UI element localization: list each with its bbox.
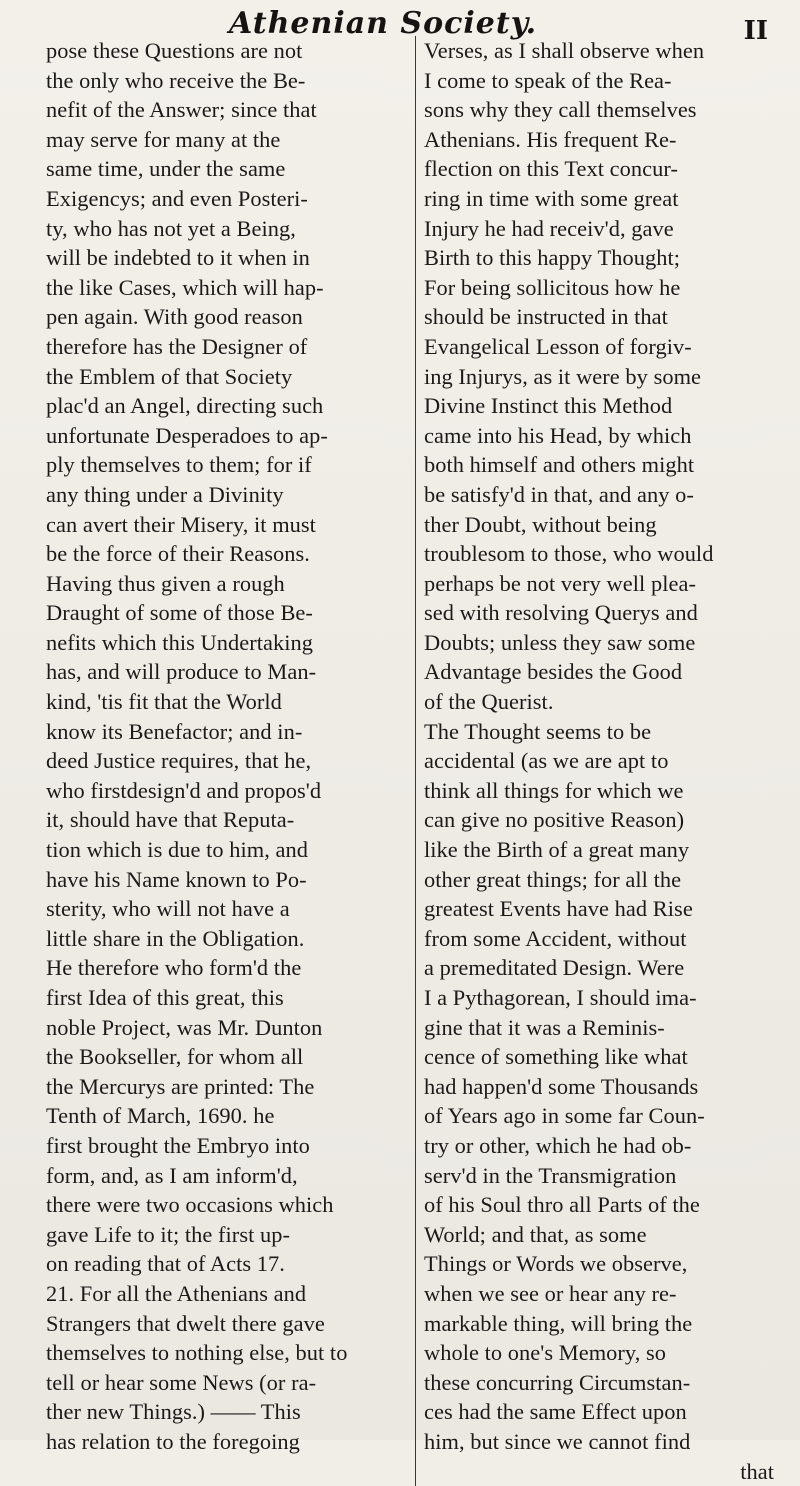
running-head: Athenian Society. xyxy=(229,6,537,41)
right-column-line: Injury he had receiv'd, gave xyxy=(422,214,792,244)
text-columns xyxy=(46,36,788,1486)
left-column-line: ther new Things.) —— This xyxy=(46,1397,415,1427)
right-column-line: had happen'd some Thousands xyxy=(422,1072,792,1102)
left-column-line: the Emblem of that Society xyxy=(46,362,415,392)
left-column-line: Tenth of March, 1690. he xyxy=(46,1101,415,1131)
right-column-line: sons why they call themselves xyxy=(422,95,792,125)
left-column-line: has relation to the foregoing xyxy=(46,1427,415,1457)
right-column-line: ing Injurys, as it were by some xyxy=(422,362,792,392)
left-column-line: gave Life to it; the first up- xyxy=(46,1220,415,1250)
right-column-line: ther Doubt, without being xyxy=(422,510,792,540)
right-column-line: I come to speak of the Rea- xyxy=(422,66,792,96)
right-column-line: perhaps be not very well plea- xyxy=(422,569,792,599)
right-column-line: both himself and others might xyxy=(422,450,792,480)
left-column-line: noble Project, was Mr. Dunton xyxy=(46,1013,415,1043)
right-column-line: a premeditated Design. Were xyxy=(422,953,792,983)
right-column xyxy=(422,36,792,1486)
left-column-line: have his Name known to Po- xyxy=(46,865,415,895)
right-column-line: cence of something like what xyxy=(422,1042,792,1072)
right-column-line: of his Soul thro all Parts of the xyxy=(422,1190,792,1220)
right-column-line: accidental (as we are apt to xyxy=(422,746,792,776)
left-column-line: may serve for many at the xyxy=(46,125,415,155)
left-column-line: plac'd an Angel, directing such xyxy=(46,391,415,421)
left-column-line: 21. For all the Athenians and xyxy=(46,1279,415,1309)
left-column-line: it, should have that Reputa- xyxy=(46,805,415,835)
left-column-line: know its Benefactor; and in- xyxy=(46,717,415,747)
left-column-line: ply themselves to them; for if xyxy=(46,450,415,480)
left-column-line: can avert their Misery, it must xyxy=(46,510,415,540)
right-column-line: of the Querist. xyxy=(422,687,792,717)
right-column-line: sed with resolving Querys and xyxy=(422,598,792,628)
left-column-line: has, and will produce to Man- xyxy=(46,657,415,687)
left-column-line: themselves to nothing else, but to xyxy=(46,1338,415,1368)
right-column-line: greatest Events have had Rise xyxy=(422,894,792,924)
left-column-line: first Idea of this great, this xyxy=(46,983,415,1013)
right-column-line: World; and that, as some xyxy=(422,1220,792,1250)
left-column-line: nefits which this Undertaking xyxy=(46,628,415,658)
left-column-line: therefore has the Designer of xyxy=(46,332,415,362)
left-column-line: Draught of some of those Be- xyxy=(46,598,415,628)
left-column-line: there were two occasions which xyxy=(46,1190,415,1220)
right-column-line: markable thing, will bring the xyxy=(422,1309,792,1339)
right-column-line: ces had the same Effect upon xyxy=(422,1397,792,1427)
left-column-line: who firstdesign'd and propos'd xyxy=(46,776,415,806)
right-column-line: try or other, which he had ob- xyxy=(422,1131,792,1161)
right-column-line: these concurring Circumstan- xyxy=(422,1368,792,1398)
right-column-line: For being sollicitous how he xyxy=(422,273,792,303)
right-column-line: other great things; for all the xyxy=(422,865,792,895)
left-column-line: Having thus given a rough xyxy=(46,569,415,599)
left-column-line: pen again. With good reason xyxy=(46,302,415,332)
right-column-line: Athenians. His frequent Re- xyxy=(422,125,792,155)
left-column-line: unfortunate Desperadoes to ap- xyxy=(46,421,415,451)
left-column-line: the like Cases, which will hap- xyxy=(46,273,415,303)
right-column-line: ring in time with some great xyxy=(422,184,792,214)
right-column-line: The Thought seems to be xyxy=(422,717,792,747)
left-column-line: kind, 'tis fit that the World xyxy=(46,687,415,717)
right-column-line: Birth to this happy Thought; xyxy=(422,243,792,273)
right-column-line: can give no positive Reason) xyxy=(422,805,792,835)
left-column xyxy=(46,36,416,1486)
right-column-line: flection on this Text concur- xyxy=(422,154,792,184)
right-column-line: Things or Words we observe, xyxy=(422,1249,792,1279)
left-column-line: the Bookseller, for whom all xyxy=(46,1042,415,1072)
left-column-line: little share in the Obligation. xyxy=(46,924,415,954)
right-column-line: Doubts; unless they saw some xyxy=(422,628,792,658)
right-column-line: Advantage besides the Good xyxy=(422,657,792,687)
right-column-line: Evangelical Lesson of forgiv- xyxy=(422,332,792,362)
right-column-line: think all things for which we xyxy=(422,776,792,806)
right-column-line: be satisfy'd in that, and any o- xyxy=(422,480,792,510)
left-column-line: any thing under a Divinity xyxy=(46,480,415,510)
right-column-line: of Years ago in some far Coun- xyxy=(422,1101,792,1131)
left-column-line: Exigencys; and even Posteri- xyxy=(46,184,415,214)
catchword: that xyxy=(422,1457,792,1486)
left-column-line: tion which is due to him, and xyxy=(46,835,415,865)
right-column-line: Divine Instinct this Method xyxy=(422,391,792,421)
left-column-line: sterity, who will not have a xyxy=(46,894,415,924)
left-column-line: He therefore who form'd the xyxy=(46,953,415,983)
page-number: II xyxy=(744,16,768,46)
left-column-line: be the force of their Reasons. xyxy=(46,539,415,569)
right-column-line: like the Birth of a great many xyxy=(422,835,792,865)
left-column-line: nefit of the Answer; since that xyxy=(46,95,415,125)
left-column-line: the Mercurys are printed: The xyxy=(46,1072,415,1102)
right-column-line: troublesom to those, who would xyxy=(422,539,792,569)
left-column-line: ty, who has not yet a Being, xyxy=(46,214,415,244)
right-column-line: I a Pythagorean, I should ima- xyxy=(422,983,792,1013)
right-column-line: serv'd in the Transmigration xyxy=(422,1161,792,1191)
left-column-line: first brought the Embryo into xyxy=(46,1131,415,1161)
left-column-line: same time, under the same xyxy=(46,154,415,184)
left-column-line: form, and, as I am inform'd, xyxy=(46,1161,415,1191)
right-column-line: whole to one's Memory, so xyxy=(422,1338,792,1368)
right-column-line: Verses, as I shall observe when xyxy=(422,36,792,66)
right-column-line: from some Accident, without xyxy=(422,924,792,954)
right-column-line: gine that it was a Reminis- xyxy=(422,1013,792,1043)
left-column-line: on reading that of Acts 17. xyxy=(46,1249,415,1279)
left-column-line: Strangers that dwelt there gave xyxy=(46,1309,415,1339)
right-column-line: came into his Head, by which xyxy=(422,421,792,451)
right-column-line: him, but since we cannot find xyxy=(422,1427,792,1457)
right-column-line: when we see or hear any re- xyxy=(422,1279,792,1309)
left-column-line: the only who receive the Be- xyxy=(46,66,415,96)
left-column-line: pose these Questions are not xyxy=(46,36,415,66)
left-column-line: deed Justice requires, that he, xyxy=(46,746,415,776)
left-column-line: tell or hear some News (or ra- xyxy=(46,1368,415,1398)
left-column-line: will be indebted to it when in xyxy=(46,243,415,273)
right-column-line: should be instructed in that xyxy=(422,302,792,332)
